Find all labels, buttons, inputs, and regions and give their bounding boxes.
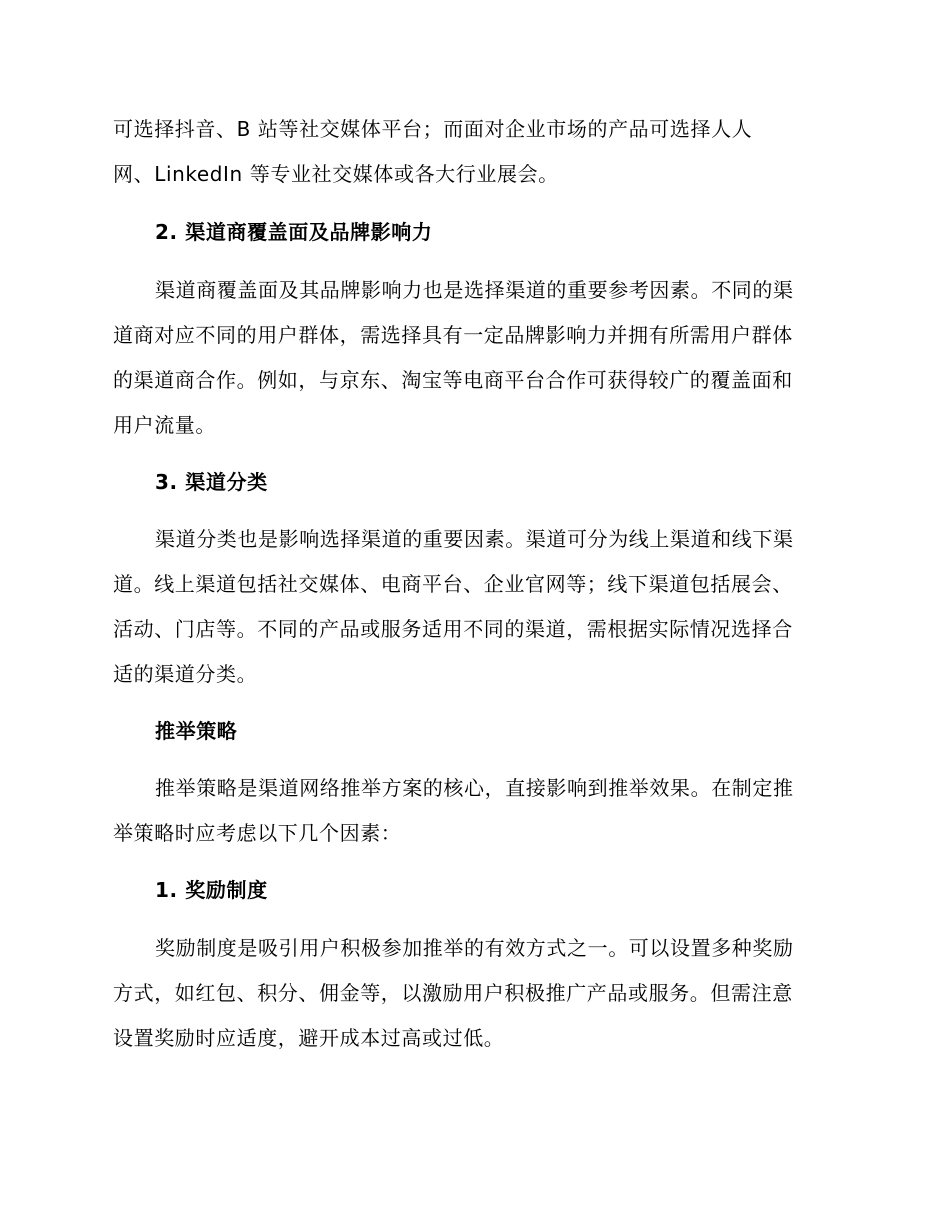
paragraph-line: 道。线上渠道包括社交媒体、电商平台、企业官网等；线下渠道包括展会、 [113, 572, 793, 596]
paragraph-line: 渠道商覆盖面及其品牌影响力也是选择渠道的重要参考因素。不同的渠 [155, 278, 794, 302]
paragraph-line: 适的渠道分类。 [113, 662, 258, 686]
section-heading: 1. 奖励制度 [155, 878, 268, 902]
paragraph-line: 设置奖励时应适度，避开成本过高或过低。 [113, 1026, 505, 1050]
paragraph-line: 方式，如红包、积分、佣金等，以激励用户积极推广产品或服务。但需注意 [113, 981, 793, 1005]
paragraph-line: 举策略时应考虑以下几个因素： [113, 821, 402, 845]
section-heading: 3. 渠道分类 [155, 470, 268, 494]
paragraph-line: 活动、门店等。不同的产品或服务适用不同的渠道，需根据实际情况选择合 [113, 617, 793, 641]
paragraph-line: 网、LinkedIn 等专业社交媒体或各大行业展会。 [113, 162, 559, 186]
paragraph-line: 奖励制度是吸引用户积极参加推举的有效方式之一。可以设置多种奖励 [155, 936, 794, 960]
section-heading: 2. 渠道商覆盖面及品牌影响力 [155, 220, 433, 244]
paragraph-line: 的渠道商合作。例如，与京东、淘宝等电商平台合作可获得较广的覆盖面和 [113, 368, 793, 392]
paragraph-line: 推举策略是渠道网络推举方案的核心，直接影响到推举效果。在制定推 [155, 776, 794, 800]
paragraph-line: 可选择抖音、B 站等社交媒体平台；而面对企业市场的产品可选择人人 [113, 117, 753, 141]
paragraph-line: 用户流量。 [113, 413, 216, 437]
paragraph-line: 渠道分类也是影响选择渠道的重要因素。渠道可分为线上渠道和线下渠 [155, 527, 794, 551]
section-heading: 推举策略 [155, 719, 238, 743]
paragraph-line: 道商对应不同的用户群体，需选择具有一定品牌影响力并拥有所需用户群体 [113, 323, 793, 347]
